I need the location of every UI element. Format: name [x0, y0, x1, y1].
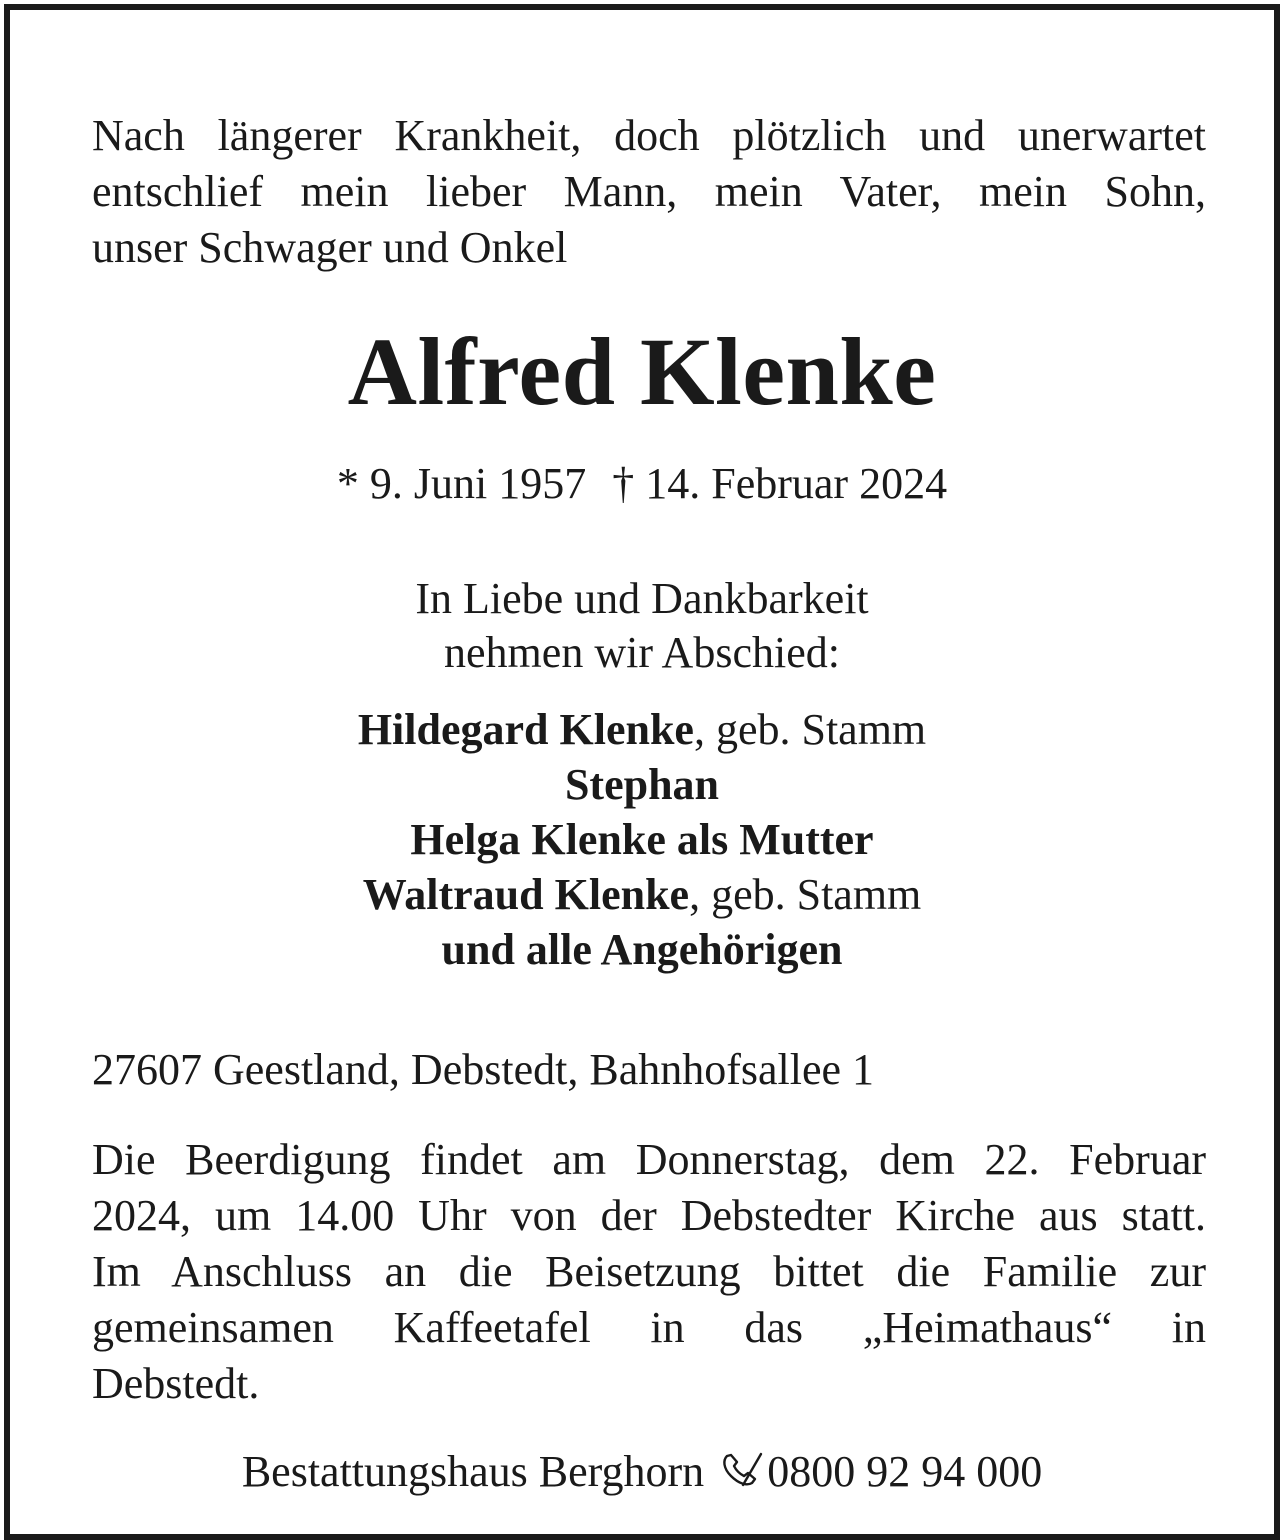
- mourner: [10, 702, 1274, 757]
- funeral-line: 2024, um 14.00 Uhr von der Debstedter Kirche aus statt.: [92, 1191, 1206, 1240]
- funeral-line: Debstedt.: [92, 1359, 260, 1408]
- mourner-name: und alle Angehörigen: [441, 925, 843, 974]
- birth-date: * 9. Juni 1957: [336, 459, 587, 508]
- intro-text: [92, 108, 1206, 276]
- funeral-info: [92, 1132, 1206, 1412]
- phone-icon: [721, 1450, 765, 1490]
- undertaker-info: [10, 1444, 1274, 1500]
- funeral-line: Die Beerdigung findet am Donnerstag, dem 22. Februar: [92, 1135, 1206, 1184]
- funeral-line: gemeinsamen Kaffeetafel in das „Heimathaus“ in: [92, 1303, 1206, 1352]
- mourner-name: Hildegard Klenke: [357, 705, 694, 754]
- family-address: 27607 Geestland, Debstedt, Bahnhofsallee 1: [92, 1045, 875, 1094]
- mourner-name: Helga Klenke als Mutter: [410, 815, 874, 864]
- undertaker-name: Bestattungshaus Berghorn: [241, 1447, 705, 1496]
- mourner-name: Stephan: [564, 760, 720, 809]
- mourner: [10, 867, 1274, 922]
- mourner-suffix: , geb. Stamm: [689, 870, 922, 919]
- obituary-notice: [4, 4, 1280, 1540]
- farewell-line: nehmen wir Abschied:: [444, 628, 840, 677]
- intro-line: Nach längerer Krankheit, doch plötzlich und unerwartet: [92, 111, 1206, 160]
- funeral-line: Im Anschluss an die Beisetzung bittet die Familie zur: [92, 1247, 1206, 1296]
- intro-line: entschlief mein lieber Mann, mein Vater, mein Sohn,: [92, 167, 1206, 216]
- death-date: † 14. Februar 2024: [612, 459, 948, 508]
- undertaker-phone: 0800 92 94 000: [767, 1447, 1043, 1496]
- mourners-list: [10, 702, 1274, 977]
- deceased-name: Alfred Klenke: [347, 318, 937, 425]
- intro-line: unser Schwager und Onkel: [92, 223, 568, 272]
- mourner-name: Waltraud Klenke: [362, 870, 690, 919]
- mourner: [10, 812, 1274, 867]
- farewell-line: In Liebe und Dankbarkeit: [415, 574, 869, 623]
- farewell-text: [10, 572, 1274, 680]
- mourner-suffix: , geb. Stamm: [693, 705, 927, 754]
- mourner: [10, 757, 1274, 812]
- life-dates: [10, 456, 1274, 512]
- mourner: [10, 922, 1274, 977]
